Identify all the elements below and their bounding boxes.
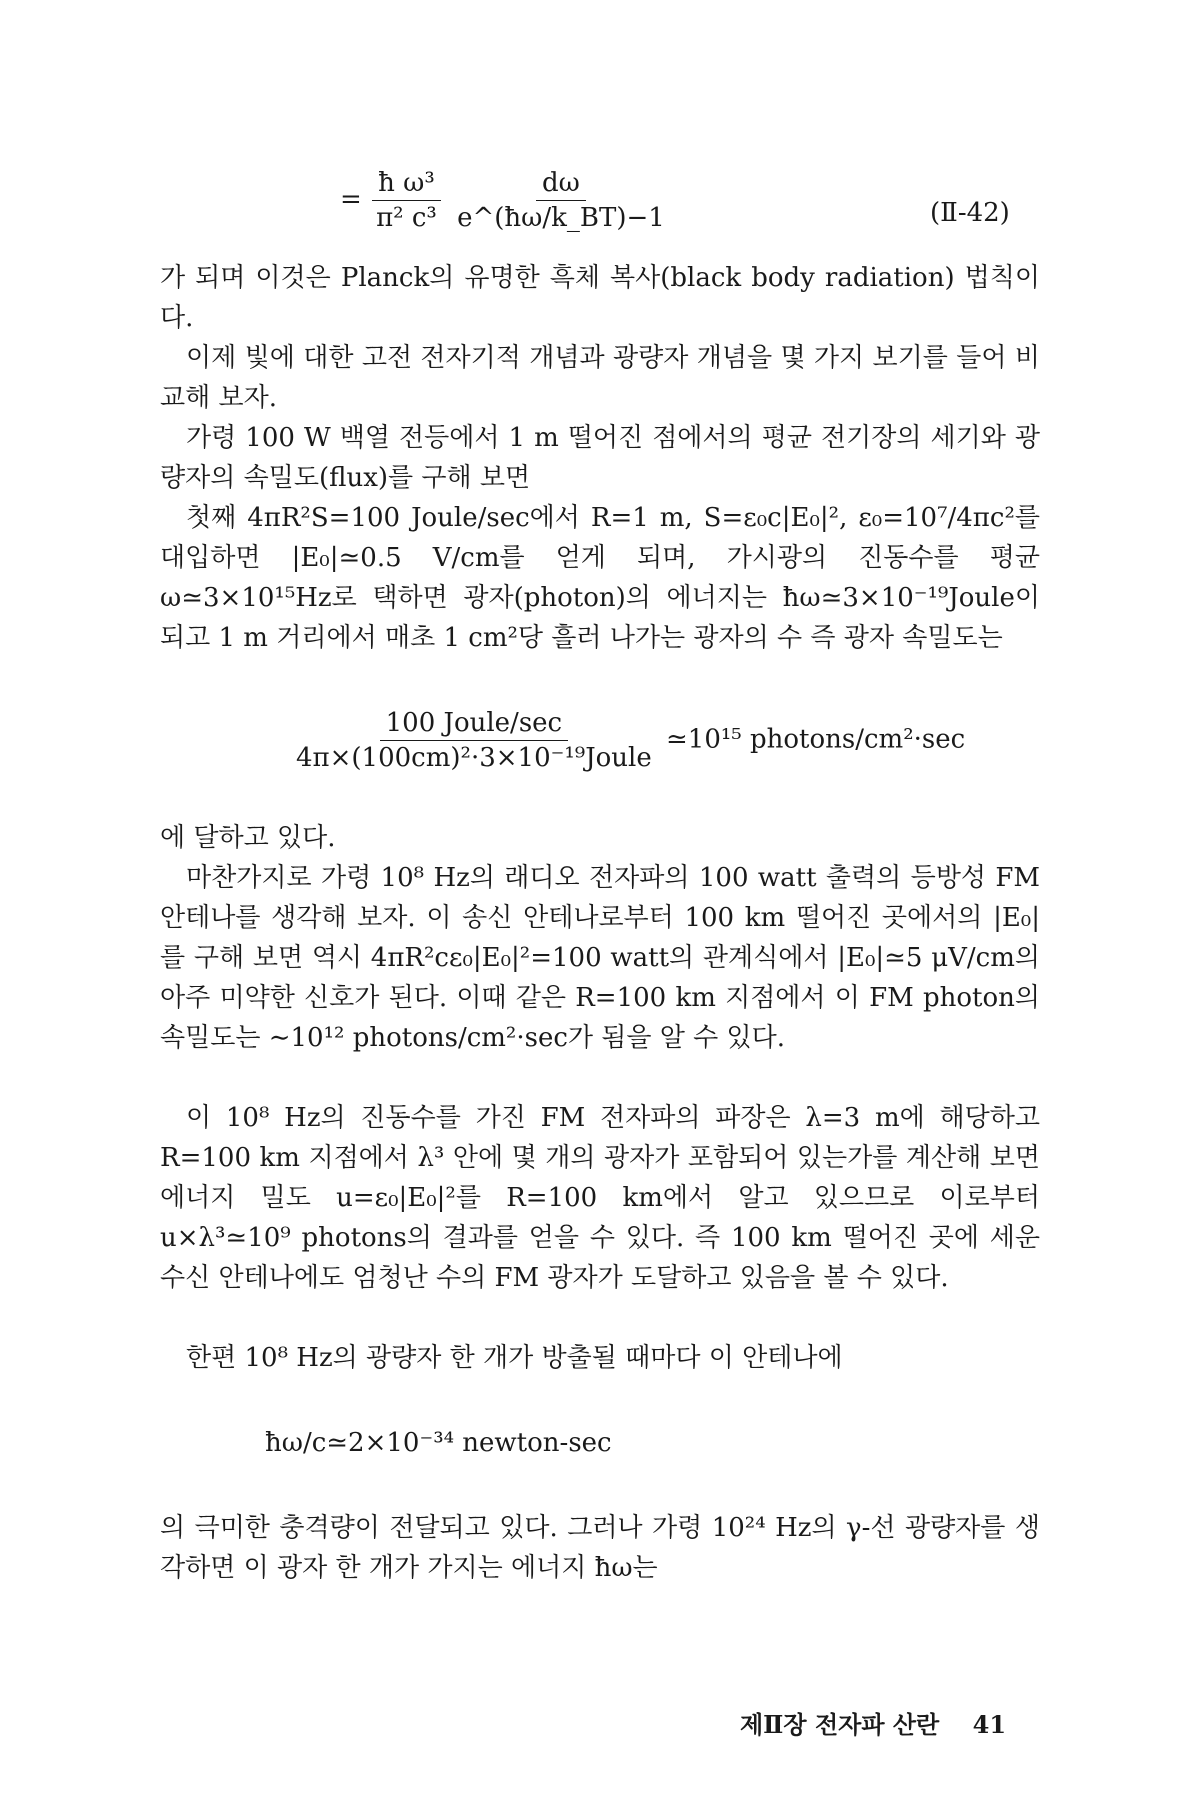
fraction-1 bbox=[370, 168, 443, 233]
fraction-1-numerator: ħ ω³ bbox=[372, 168, 441, 201]
paragraph-4: 첫째 4πR²S=100 Joule/sec에서 R=1 m, S=ε₀c|E₀|², ε₀=10⁷/4πc²를 대입하면 |E₀|≃0.5 V/cm를 얻게 되며, 가시광의 진동수를 평균 ω≃3×10¹⁵Hz로 택하면 광자(photon)의 에너지는 ħω≃3×10⁻¹⁹Joule이 되고 1 m 거리에서 매초 1 cm²당 흘러 나가는 광자의 수 즉 광자 속밀도는 bbox=[160, 503, 1040, 653]
fraction-2-denominator: e^(ħω/k_BT)−1 bbox=[457, 203, 665, 233]
paragraph-2: 이제 빛에 대한 고전 전자기적 개념과 광량자 개념을 몇 가지 보기를 들어 비교해 보자. bbox=[160, 343, 1040, 413]
equation-flux bbox=[290, 708, 965, 773]
fraction-2 bbox=[451, 168, 671, 233]
paragraph-5: 에 달하고 있다. bbox=[160, 823, 336, 853]
paragraph-1: 가 되며 이것은 Planck의 유명한 흑체 복사(black body radiation) 법칙이다. bbox=[160, 263, 1040, 333]
paragraph-9: 의 극미한 충격량이 전달되고 있다. 그러나 가령 10²⁴ Hz의 γ-선 광량자를 생각하면 이 광자 한 개가 가지는 에너지 ħω는 bbox=[160, 1513, 1040, 1583]
paragraph-3: 가령 100 W 백열 전등에서 1 m 떨어진 점에서의 평균 전기장의 세기와 광량자의 속밀도(flux)를 구해 보면 bbox=[160, 423, 1040, 493]
flux-denominator: 4π×(100cm)²·3×10⁻¹⁹Joule bbox=[296, 743, 652, 773]
page-number: 41 bbox=[972, 1710, 1007, 1739]
flux-result: ≃10¹⁵ photons/cm²·sec bbox=[666, 724, 966, 755]
flux-fraction bbox=[290, 708, 658, 773]
equation-lhs: = bbox=[340, 184, 362, 215]
page-footer bbox=[740, 1705, 1006, 1740]
paragraph-8: 한편 10⁸ Hz의 광량자 한 개가 방출될 때마다 이 안테나에 bbox=[186, 1343, 843, 1373]
fraction-2-numerator: dω bbox=[536, 168, 586, 201]
fraction-1-denominator: π² c³ bbox=[376, 203, 437, 233]
paragraph-7: 이 10⁸ Hz의 진동수를 가진 FM 전자파의 파장은 λ=3 m에 해당하고 R=100 km 지점에서 λ³ 안에 몇 개의 광자가 포함되어 있는가를 계산해 보면 에너지 밀도 u=ε₀|E₀|²를 R=100 km에서 알고 있으므로 이로부터 u×λ³≃10⁹ photons의 결과를 얻을 수 있다. 즉 100 km 떨어진 곳에 세운 수신 안테나에도 엄청난 수의 FM 광자가 도달하고 있음을 볼 수 있다. bbox=[160, 1103, 1040, 1293]
chapter-title: 제Ⅱ장 전자파 산란 bbox=[740, 1710, 940, 1739]
paragraph-6: 마찬가지로 가령 10⁸ Hz의 래디오 전자파의 100 watt 출력의 등방성 FM 안테나를 생각해 보자. 이 송신 안테나로부터 100 km 떨어진 곳에서의 |E₀|를 구해 보면 역시 4πR²cε₀|E₀|²=100 watt의 관계식에서 |E₀|≃5 μV/cm의 아주 미약한 신호가 된다. 이때 같은 R=100 km 지점에서 이 FM photon의 속밀도는 ∼10¹² photons/cm²·sec가 됨을 알 수 있다. bbox=[160, 863, 1040, 1053]
equation-number: (Ⅱ-42) bbox=[930, 198, 1010, 228]
equation-planck bbox=[340, 168, 671, 233]
equation-momentum: ħω/c≃2×10⁻³⁴ newton-sec bbox=[265, 1428, 612, 1458]
flux-numerator: 100 Joule/sec bbox=[380, 708, 568, 741]
